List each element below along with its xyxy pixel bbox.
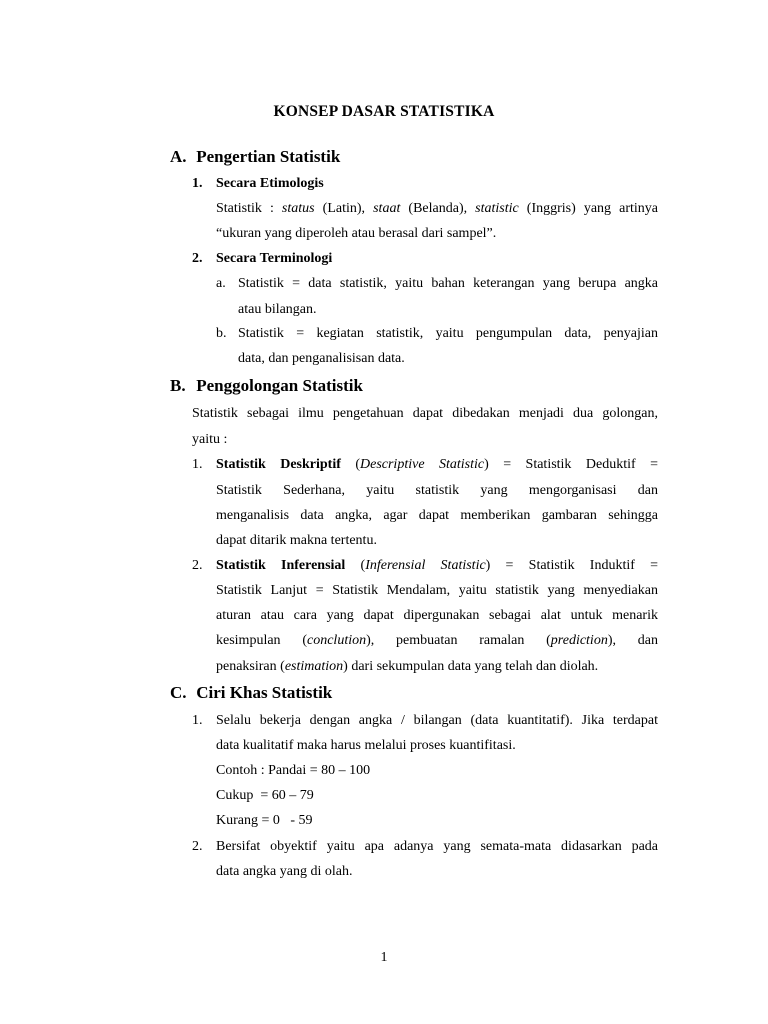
a-item2-b-marker: b. [216,326,227,341]
section-a-heading [170,147,340,167]
c-item2-line2: data angka yang di olah. [216,864,353,879]
b-item1-line3: menganalisis data angka, agar dapat memberikan gambaran sehingga [216,508,658,523]
b-item2-line3: aturan atau cara yang dapat dipergunakan sebagai alat untuk menarik [216,608,658,623]
a-item2-number: 2. [192,251,203,266]
text-run: ) = Statistik Deduktif = [484,457,658,472]
c-item1-line2: data kualitatif maka harus melalui proses kuantifitasi. [216,738,516,753]
b-item1-line4: dapat ditarik makna tertentu. [216,533,377,548]
text-run: (Latin), [314,201,374,216]
text-run-italic: status [281,201,315,216]
text-run-bold: Statistik Deskriptif [216,457,341,472]
text-run: Statistik : [216,201,282,216]
text-run: ), dan [607,633,658,648]
a-item1-line2: “ukuran yang diperoleh atau berasal dari sampel”. [216,226,497,241]
section-c-letter: C. [170,683,187,702]
section-b-title: Penggolongan Statistik [196,376,363,395]
text-run: ( [345,558,366,573]
section-a-letter: A. [170,147,187,166]
a-item2-a-marker: a. [216,276,226,291]
a-item1-number: 1. [192,176,203,191]
page-number: 1 [380,950,388,965]
section-a-title: Pengertian Statistik [196,147,341,166]
text-run: ) dari sekumpulan data yang telah dan diolah. [343,659,599,674]
c-item1-number: 1. [192,713,203,728]
text-run-italic: conclution [307,633,367,648]
text-run-italic: prediction [550,633,608,648]
c-item2-line1: Bersifat obyektif yaitu apa adanya yang semata-mata didasarkan pada [216,839,658,854]
text-run-italic: Inferensial Statistic [365,558,486,573]
c-item2-number: 2. [192,839,203,854]
text-run-bold: Statistik Inferensial [216,558,346,573]
text-run-italic: statistic [475,201,519,216]
text-run: kesimpulan ( [216,633,307,648]
text-run: ( [340,457,360,472]
c-item1-example2: Cukup = 60 – 79 [216,788,314,803]
b-item1-number: 1. [192,457,203,472]
c-item1-example1: Contoh : Pandai = 80 – 100 [216,763,371,778]
section-c-heading [170,683,332,703]
b-intro-line2: yaitu : [192,432,228,447]
b-item2-line4 [216,632,658,650]
a-item2-b-line2: data, dan penganalisisan data. [238,351,405,366]
text-run: penaksiran ( [216,659,285,674]
page-title: KONSEP DASAR STATISTIKA [273,103,495,120]
a-item2-b-line1: Statistik = kegiatan statistik, yaitu pengumpulan data, penyajian [238,326,658,341]
text-run-italic: staat [373,201,401,216]
text-run: ), pembuatan ramalan ( [366,633,551,648]
a-item1-line1 [216,200,658,218]
b-item2-line5 [216,658,598,676]
a-item2-heading: Secara Terminologi [216,251,333,266]
b-item1-line2: Statistik Sederhana, yaitu statistik yang mengorganisasi dan [216,483,658,498]
section-b-letter: B. [170,376,186,395]
text-run: ) = Statistik Induktif = [485,558,658,573]
b-item1-line1 [216,456,658,474]
a-item1-heading: Secara Etimologis [216,176,324,191]
b-item2-line2: Statistik Lanjut = Statistik Mendalam, yaitu statistik yang menyediakan [216,583,658,598]
section-b-heading [170,376,363,396]
text-run-italic: estimation [284,659,344,674]
text-run: (Belanda), [400,201,476,216]
a-item2-a-line1: Statistik = data statistik, yaitu bahan keterangan yang berupa angka [238,276,658,291]
c-item1-line1: Selalu bekerja dengan angka / bilangan (data kuantitatif). Jika terdapat [216,713,658,728]
b-item2-number: 2. [192,558,203,573]
a-item2-a-line2: atau bilangan. [238,302,317,317]
b-item2-line1 [216,557,658,575]
c-item1-example3: Kurang = 0 - 59 [216,813,313,828]
text-run-italic: Descriptive Statistic [360,457,485,472]
b-intro-line1: Statistik sebagai ilmu pengetahuan dapat dibedakan menjadi dua golongan, [192,406,658,421]
text-run: (Inggris) yang artinya [518,201,658,216]
section-c-title: Ciri Khas Statistik [196,683,333,702]
